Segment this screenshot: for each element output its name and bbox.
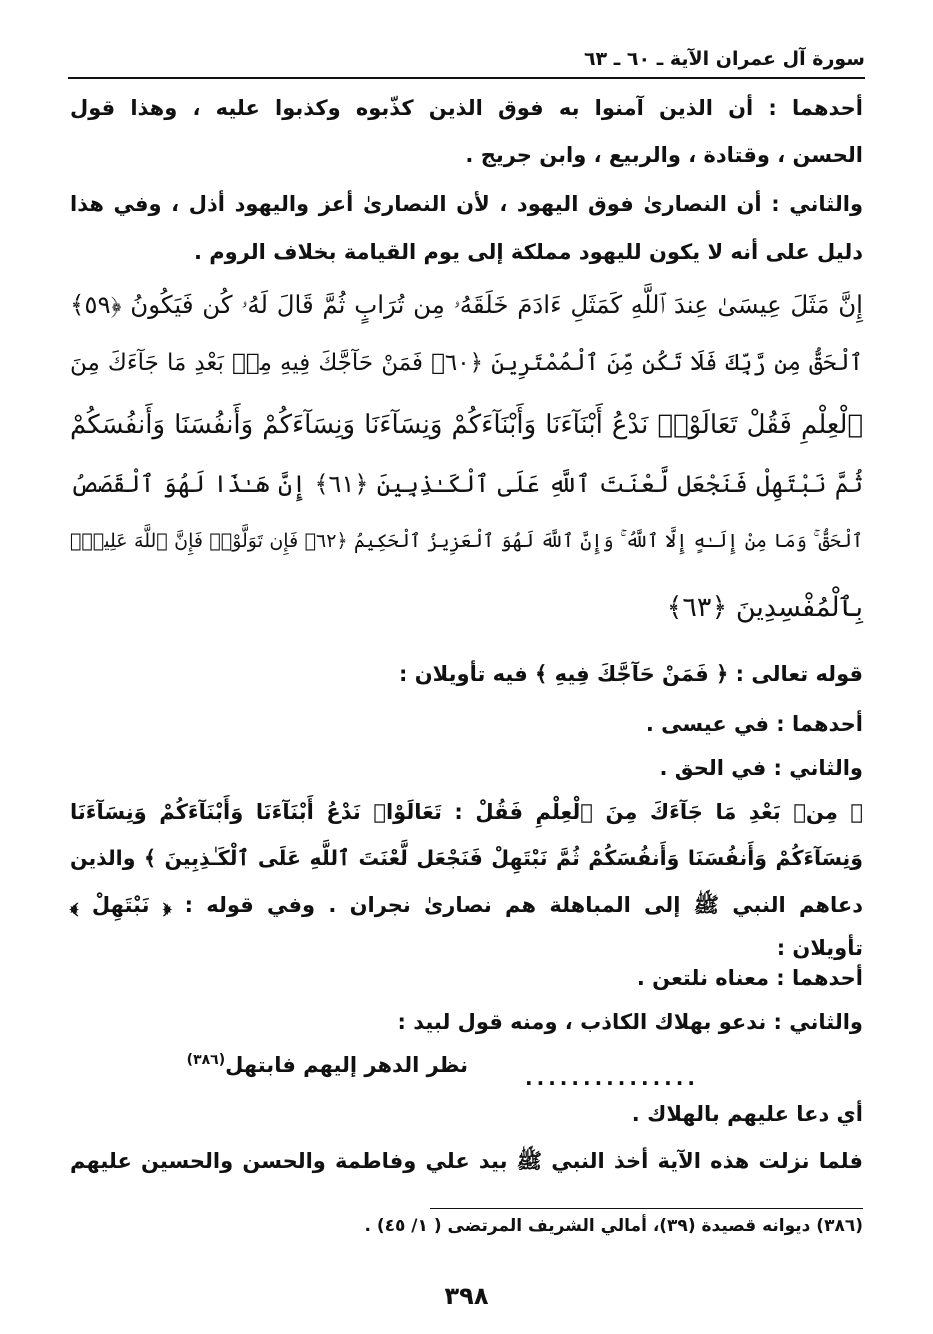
commentary-line: أحدهما : في عيسى . [645,712,863,736]
poem-text: نظر الدهر إليهم فابتهل [225,1053,468,1077]
page-number: ٣٩٨ [444,1282,489,1310]
commentary-line: قوله تعالى : ﴿ فَمَنْ حَآجَّكَ فِيهِ ﴾ فيه تأويلان : [399,662,863,686]
page-header-title: سورة آل عمران الآية ـ ٦٠ ـ ٦٣ [583,48,865,70]
commentary-line: وَنِسَآءَكُمْ وَأَنفُسَنَا وَأَنفُسَكُمْ ثُمَّ نَبْتَهِلْ فَنَجْعَل لَّعْنَتَ ٱللَّهِ عَلَى ٱلْكَـٰذِبِينَ ﴾ والذين [70,846,863,870]
commentary-line: أي دعا عليهم بالهلاك . [631,1102,863,1126]
quran-verse-line: ٱلْحَقُّ مِن رَّبِّكَ فَلَا تَكُن مِّنَ ٱلْمُمْتَرِينَ ﴿٦٠﴾ فَمَنْ حَآجَّكَ فِيهِ مِنۢ بَعْدِ مَا جَآءَكَ مِنَ [70,350,863,376]
quran-verse-line: إِنَّ مَثَلَ عِيسَىٰ عِندَ ٱللَّهِ كَمَثَلِ ءَادَمَ خَلَقَهُۥ مِن تُرَابٍ ثُمَّ قَالَ لَهُۥ كُن فَيَكُونُ ﴿٥٩﴾ [70,290,863,319]
quran-verse-line: ثُمَّ نَبْتَهِلْ فَنَجْعَل لَّعْنَتَ ٱللَّهِ عَلَى ٱلْكَـٰذِبِينَ ﴿٦١﴾ إِنَّ هَـٰذَا لَهُوَ ٱلْقَصَصُ [70,470,864,498]
footnote-divider [430,1208,863,1209]
quran-verse-line: بِٱلْمُفْسِدِينَ ﴿٦٣﴾ [666,592,863,623]
paragraph-line: دليل على أنه لا يكون لليهود مملكة إلى يوم القيامة بخلاف الروم . [193,240,863,264]
commentary-line: تأويلان : [776,936,863,960]
paragraph-line: والثاني : أن النصارىٰ فوق اليهود ، لأن النصارىٰ أعز واليهود أذل ، وفي هذا [70,192,863,216]
quran-verse-line: ٱلْحَقُّ ۚ وَمَا مِنْ إِلَـٰهٍ إِلَّا ٱللَّهُ ۚ وَإِنَّ ٱللَّهَ لَهُوَ ٱلْعَزِيزُ ٱلْحَكِيمُ ﴿٦٢﴾ فَإِن تَوَلَّوْا۟ فَإِنَّ ٱللَّهَ عَلِيمٌۢ [70,530,863,552]
header-divider [68,77,865,79]
commentary-line: والثاني : في الحق . [659,756,863,780]
footnote: (٣٨٦) ديوانه قصيدة (٣٩)، أمالي الشريف المرتضى ( ١/ ٤٥) . [364,1216,863,1236]
commentary-line: فلما نزلت هذه الآية أخذ النبي ﷺ بيد علي وفاطمة والحسن والحسين عليهم [70,1149,863,1173]
commentary-line: والثاني : ندعو بهلاك الكاذب ، ومنه قول لبيد : [397,1010,863,1034]
poem-ellipsis: ............... [525,1066,699,1090]
commentary-line: أحدهما : معناه نلتعن . [636,966,863,990]
commentary-line: ﴿ مِنۢ بَعْدِ مَا جَآءَكَ مِنَ ٱلْعِلْمِ فَقُلْ : تَعَالَوْا۟ نَدْعُ أَبْنَآءَنَا وَأَبْنَآءَكُمْ وَنِسَآءَنَا [70,800,863,824]
commentary-line: دعاهم النبي ﷺ إلى المباهلة هم نصارىٰ نجران . وفي قوله : ﴿ نَبْتَهِلْ ﴾ [70,893,863,917]
poem-verse [187,1052,468,1077]
paragraph-line: أحدهما : أن الذين آمنوا به فوق الذين كذّبوه وكذبوا عليه ، وهذا قول [70,96,863,120]
quran-verse-line: ٱلْعِلْمِ فَقُلْ تَعَالَوْا۟ نَدْعُ أَبْنَآءَنَا وَأَبْنَآءَكُمْ وَنِسَآءَنَا وَنِسَآءَكُمْ وَأَنفُسَنَا وَأَنفُسَكُمْ [70,410,863,440]
footnote-ref: (٣٨٦) [186,1052,226,1068]
paragraph-line: الحسن ، وقتادة ، والربيع ، وابن جريج . [465,143,863,167]
